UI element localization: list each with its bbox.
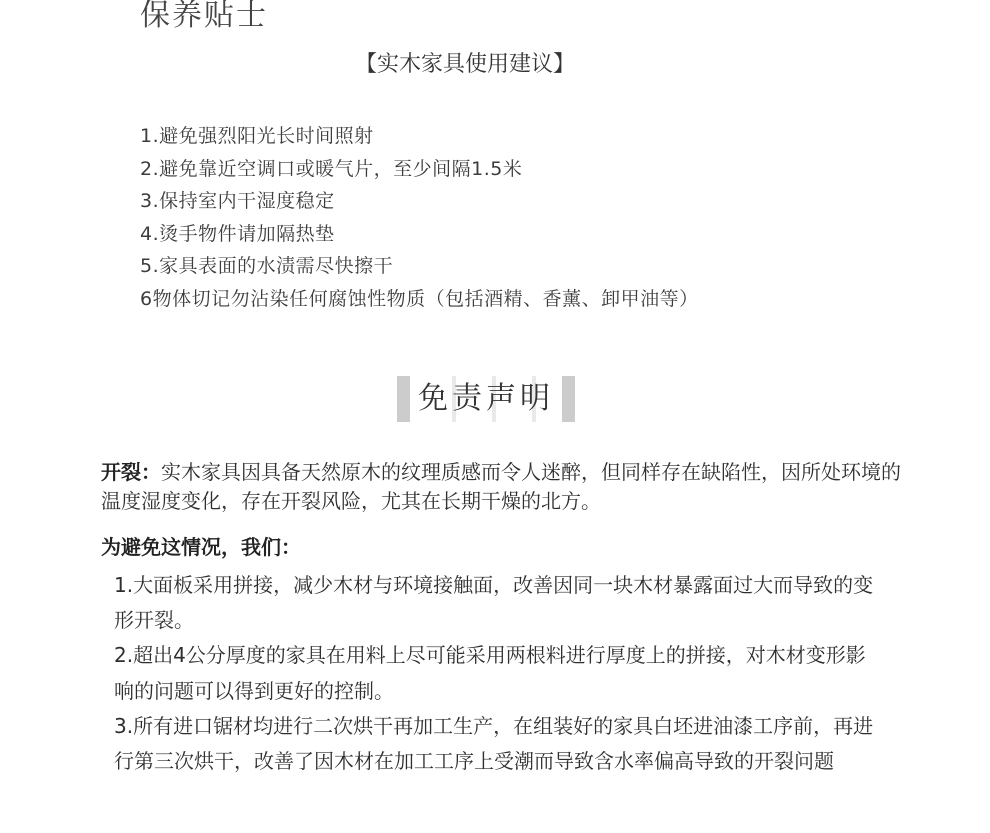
list-item: 3.保持室内干湿度稳定 bbox=[140, 190, 335, 213]
disclaimer-title: 免责声明 bbox=[416, 376, 556, 422]
list-item: 3.所有进口锯材均进行二次烘干再加工生产，在组装好的家具白坯进油漆工序前，再进行第三次烘干，改善了因木材在加工工序上受潮而导致含水率偏高导致的开裂问题 bbox=[114, 713, 874, 774]
disclaimer-banner bbox=[397, 376, 575, 422]
care-tips-list bbox=[140, 120, 699, 316]
measures-list bbox=[114, 568, 874, 779]
avoid-heading: 为避免这情况，我们： bbox=[101, 535, 301, 559]
care-tips-title: 保养贴士 bbox=[140, 0, 268, 33]
list-item: 1.避免强烈阳光长时间照射 bbox=[140, 125, 374, 147]
crack-text: 实木家具因具备天然原木的纹理质感而令人迷醉，但同样存在缺陷性，因所处环境的温度湿度变化，存在开裂风险，尤其在长期干燥的北方。 bbox=[101, 460, 901, 513]
care-tips-subtitle: 【实木家具使用建议】 bbox=[354, 52, 575, 77]
list-item: 1.大面板采用拼接，减少木材与环境接触面，改善因同一块木材暴露面过大而导致的变形开裂。 bbox=[114, 573, 874, 633]
list-item: 2.超出4公分厚度的家具在用料上尽可能采用两根料进行厚度上的拼接，对木材变形影响的问题可以得到更好的控制。 bbox=[114, 643, 866, 703]
crack-paragraph bbox=[101, 458, 901, 516]
crack-label: 开裂： bbox=[101, 460, 161, 484]
list-item: 5.家具表面的水渍需尽快擦干 bbox=[140, 255, 394, 278]
list-item: 4.烫手物件请加隔热垫 bbox=[140, 222, 335, 245]
list-item: 2.避免靠近空调口或暖气片，至少间隔1.5米 bbox=[140, 157, 523, 180]
banner-bar-right bbox=[562, 376, 575, 422]
list-item: 6物体切记勿沾染任何腐蚀性物质（包括酒精、香薰、卸甲油等） bbox=[140, 287, 699, 310]
banner-bar-left bbox=[397, 376, 410, 422]
